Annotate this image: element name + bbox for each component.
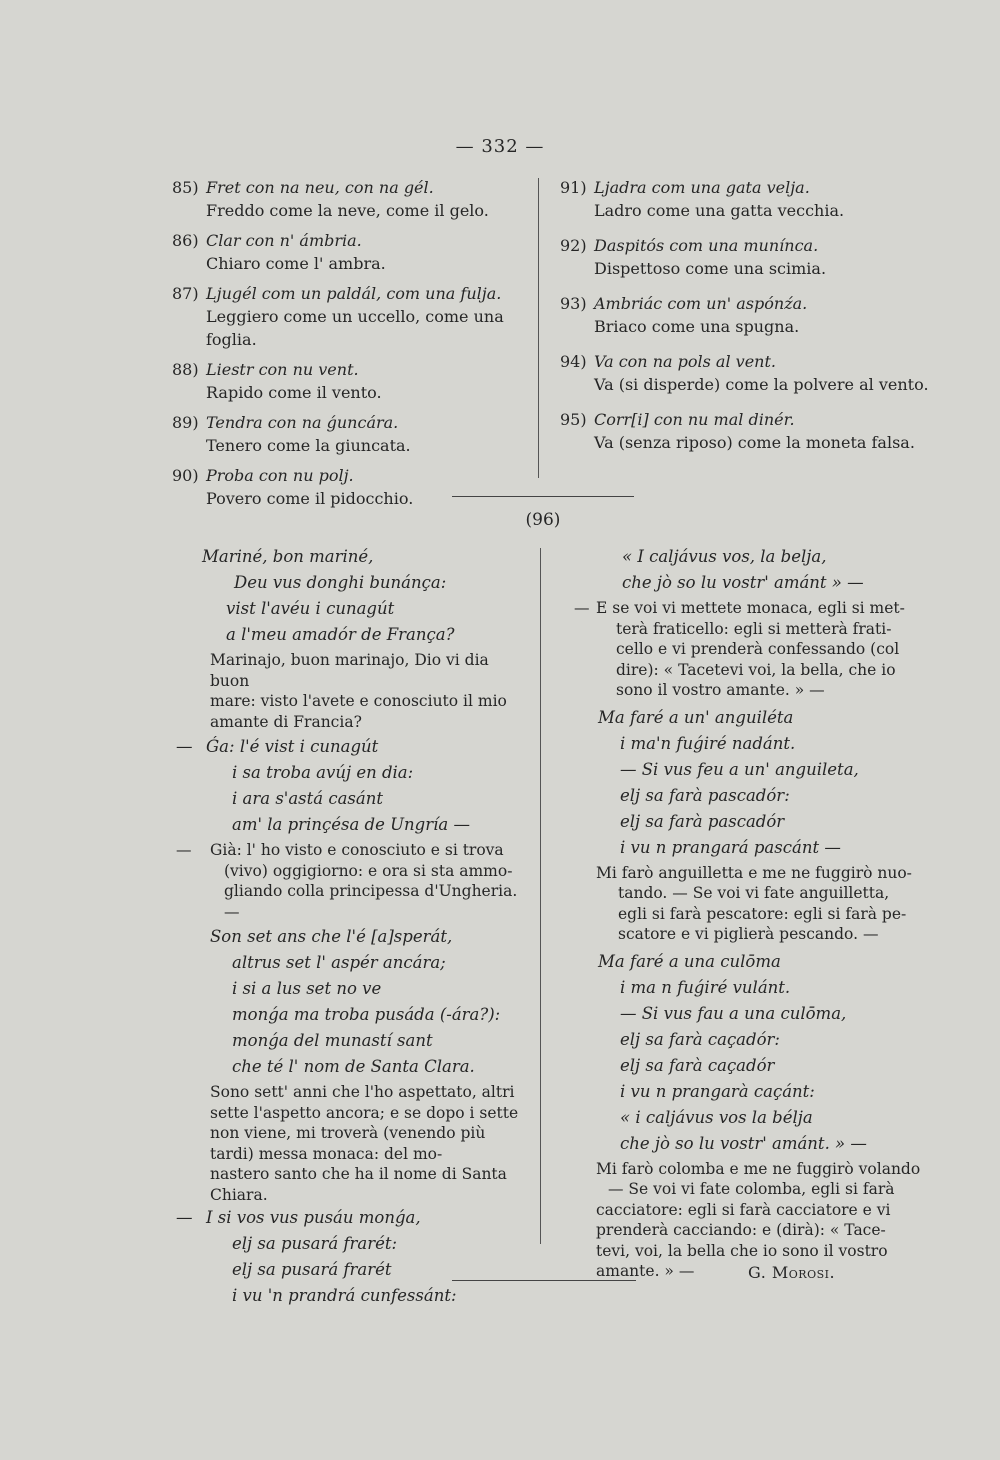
column-divider-top	[538, 178, 539, 478]
verse-line: che jò so lu vostr' amánt » —	[622, 573, 864, 592]
verse-line: « i caljávus vos la bélja	[620, 1107, 813, 1127]
prose-line: Chiara.	[210, 1185, 268, 1204]
proverb-91	[560, 176, 960, 222]
stanza	[574, 544, 930, 596]
proverb-89	[172, 411, 532, 457]
verse-line: che jò so lu vostr' amánt. » —	[620, 1133, 867, 1153]
verse-line: — Si vus feu a un' anguileta,	[620, 759, 859, 779]
stanza	[574, 705, 930, 861]
poem-right-column	[574, 544, 930, 1282]
prose-line: terà fraticello: egli si metterà frati-	[616, 619, 892, 638]
proverb-number: 95)	[560, 410, 587, 429]
verse-line: Mariné, bon mariné,	[202, 547, 374, 566]
proverb-number: 86)	[172, 231, 199, 250]
prose-line: Mi farò colomba e me ne fuggirò volando	[596, 1159, 921, 1178]
proverb-translation: Briaco come una spugna.	[594, 317, 800, 336]
author-signature: G. Morosi.	[748, 1263, 836, 1282]
verse-line: i ara s'astá casánt	[232, 789, 383, 808]
proverb-translation: Freddo come la neve, come il gelo.	[206, 201, 489, 220]
verse-line: am' la prinçésa de Ungría —	[232, 815, 470, 834]
proverb-translation: Povero come il pidocchio.	[206, 489, 414, 508]
proverb-number: 91)	[560, 178, 587, 197]
verse-line: elj sa farà pascadór	[620, 811, 785, 831]
translation-paragraph	[574, 598, 930, 701]
prose-line: (vivo) oggigiorno: e ora si sta ammo-	[224, 861, 513, 880]
dialogue-dash: —	[574, 599, 590, 617]
proverb-translation: Leggiero come un uccello, come una foglia.	[206, 307, 504, 349]
proverb-number: 87)	[172, 284, 199, 303]
prose-line: Mi farò anguilletta e me ne fuggirò nuo-	[596, 863, 912, 882]
verse-line: vist l'avéu i cunagút	[226, 599, 395, 618]
stanza	[176, 544, 526, 648]
verse-line: elj sa farà pascadór:	[620, 785, 790, 805]
verse-line: i vu 'n prandrá cunfessánt:	[232, 1286, 457, 1305]
proverb-93	[560, 292, 960, 338]
proverb-dialect: Ljugél com un paldál, com una fulja.	[206, 284, 502, 303]
verse-line: Ma faré a un' anguiléta	[598, 707, 794, 727]
verse-line: elj sa farà caçadór:	[620, 1029, 780, 1049]
verse-line: Deu vus donghi bunánça:	[234, 573, 447, 592]
verse-line: i ma n fuǵiré vulánt.	[620, 977, 791, 997]
verse-line: elj sa farà caçadór	[620, 1055, 775, 1075]
proverb-95	[560, 408, 960, 454]
verse-line: i sa troba avúj en dia:	[232, 763, 414, 782]
proverb-dialect: Va con na pols al vent.	[594, 352, 776, 371]
proverbs-left	[172, 176, 532, 510]
proverb-number: 92)	[560, 236, 587, 255]
verse-line: i si a lus set no ve	[232, 979, 382, 998]
translation-paragraph	[176, 650, 526, 732]
proverb-dialect: Clar con n' ámbria.	[206, 231, 362, 250]
prose-line: Sono sett' anni che l'ho aspettato, altri	[210, 1083, 515, 1101]
verse-line: elj sa pusará frarét:	[232, 1234, 398, 1253]
proverb-translation: Tenero come la giuncata.	[206, 436, 411, 455]
proverb-translation: Va (senza riposo) come la moneta falsa.	[594, 433, 915, 452]
prose-line: tando. — Se voi vi fate anguilletta,	[618, 884, 890, 902]
page-number: — 332 —	[455, 136, 545, 157]
prose-line: tevi, voi, la bella che io sono il vostro	[596, 1241, 888, 1260]
prose-line: non viene, mi troverà (venendo più	[210, 1124, 486, 1142]
prose-line: Marinajo, buon marinajo, Dio vi dia buon	[210, 651, 489, 690]
verse-line: i ma'n fuǵiré nadánt.	[620, 733, 796, 753]
prose-line: prenderà cacciando: e (dirà): « Tace-	[596, 1221, 886, 1239]
verse-line: — Si vus fau a una culōma,	[620, 1003, 847, 1023]
stanza	[176, 924, 526, 1080]
proverb-dialect: Proba con nu polj.	[206, 466, 354, 485]
verse-line: Ma faré a una culōma	[598, 951, 781, 971]
stanza	[176, 734, 526, 838]
dialogue-dash: —	[176, 1208, 193, 1227]
verse-line: a l'meu amadór de França?	[226, 625, 455, 644]
dialogue-dash: —	[176, 841, 192, 859]
verse-line: monǵa del munastí sant	[232, 1031, 433, 1050]
prose-line: sette l'aspetto ancora; e se dopo i sette	[210, 1103, 519, 1122]
verse-line: i vu n prangarà caçánt:	[620, 1081, 815, 1101]
prose-line: sono il vostro amante. » —	[616, 681, 825, 699]
verse-line: « I caljávus vos, la belja,	[622, 547, 827, 566]
proverbs-right	[560, 176, 960, 454]
verse-line: Ǵa: l'é vist i cunagút	[206, 737, 379, 756]
proverb-dialect: Daspitós com una munínca.	[594, 236, 819, 255]
proverb-number: 89)	[172, 413, 199, 432]
section-rule	[452, 496, 634, 497]
proverb-number: 90)	[172, 466, 199, 485]
column-divider-bottom	[540, 548, 541, 1244]
proverb-translation: Ladro come una gatta vecchia.	[594, 201, 845, 220]
verse-line: I si vos vus pusáu monǵa,	[206, 1208, 421, 1227]
proverb-number: 88)	[172, 360, 199, 379]
translation-paragraph	[176, 1082, 526, 1205]
proverb-87	[172, 282, 532, 351]
prose-line: cacciatore: egli si farà cacciatore e vi	[596, 1200, 891, 1219]
proverb-dialect: Fret con na neu, con na gél.	[206, 178, 434, 197]
prose-line: cello e vi prenderà confessando (col	[616, 640, 900, 658]
prose-line: Già: l' ho visto e conosciuto e si trova	[210, 841, 504, 859]
proverb-dialect: Ambriác com un' aspónźa.	[594, 294, 808, 313]
prose-line: scatore e vi piglierà pescando. —	[618, 925, 879, 943]
proverb-translation: Va (si disperde) come la polvere al vento.	[594, 375, 929, 394]
prose-line: dire): « Tacetevi voi, la bella, che io	[616, 660, 896, 679]
proverb-translation: Rapido come il vento.	[206, 383, 382, 402]
verse-line: altrus set l' aspér ancára;	[232, 953, 446, 972]
prose-line: tardi) messa monaca: del mo-	[210, 1144, 443, 1163]
verse-line: monǵa ma troba pusáda (-ára?):	[232, 1005, 501, 1024]
verse-line: che té l' nom de Santa Clara.	[232, 1057, 475, 1076]
proverb-90	[172, 464, 532, 510]
dialogue-dash: —	[176, 737, 193, 756]
proverb-translation: Dispettoso come una scimia.	[594, 259, 827, 278]
poem-left-column	[176, 544, 526, 1309]
proverb-number: 85)	[172, 178, 199, 197]
proverb-number: 93)	[560, 294, 587, 313]
proverb-dialect: Corr[i] con nu mal dinér.	[594, 410, 795, 429]
translation-paragraph	[176, 840, 526, 922]
prose-line: gliando colla principessa d'Ungheria.—	[224, 882, 518, 921]
prose-line: amante di Francia?	[210, 712, 362, 731]
proverb-94	[560, 350, 960, 396]
prose-line: — Se voi vi fate colomba, egli si farà	[608, 1180, 895, 1198]
proverb-86	[172, 229, 532, 275]
proverb-number: 94)	[560, 352, 587, 371]
verse-line: i vu n prangará pascánt —	[620, 837, 841, 857]
section-label: (96)	[525, 510, 561, 530]
proverb-dialect: Ljadra com una gata velja.	[594, 178, 810, 197]
prose-line: mare: visto l'avete e conosciuto il mio	[210, 692, 507, 710]
stanza	[574, 949, 930, 1157]
verse-line: elj sa pusará frarét	[232, 1260, 392, 1279]
verse-line: Son set ans che l'é [a]sperát,	[210, 927, 453, 946]
proverb-translation: Chiaro come l' ambra.	[206, 254, 386, 273]
proverb-88	[172, 358, 532, 404]
closing-rule	[452, 1280, 636, 1281]
proverb-92	[560, 234, 960, 280]
proverb-85	[172, 176, 532, 222]
prose-line: E se voi vi mettete monaca, egli si met-	[596, 599, 905, 617]
stanza	[176, 1205, 526, 1309]
prose-line: egli si farà pescatore: egli si farà pe-	[618, 904, 907, 923]
translation-paragraph	[574, 863, 930, 945]
proverb-dialect: Tendra con na ǵuncára.	[206, 413, 399, 432]
prose-line: nastero santo che ha il nome di Santa	[210, 1165, 507, 1183]
prose-line: amante. » —	[596, 1262, 695, 1280]
proverb-dialect: Liestr con nu vent.	[206, 360, 359, 379]
